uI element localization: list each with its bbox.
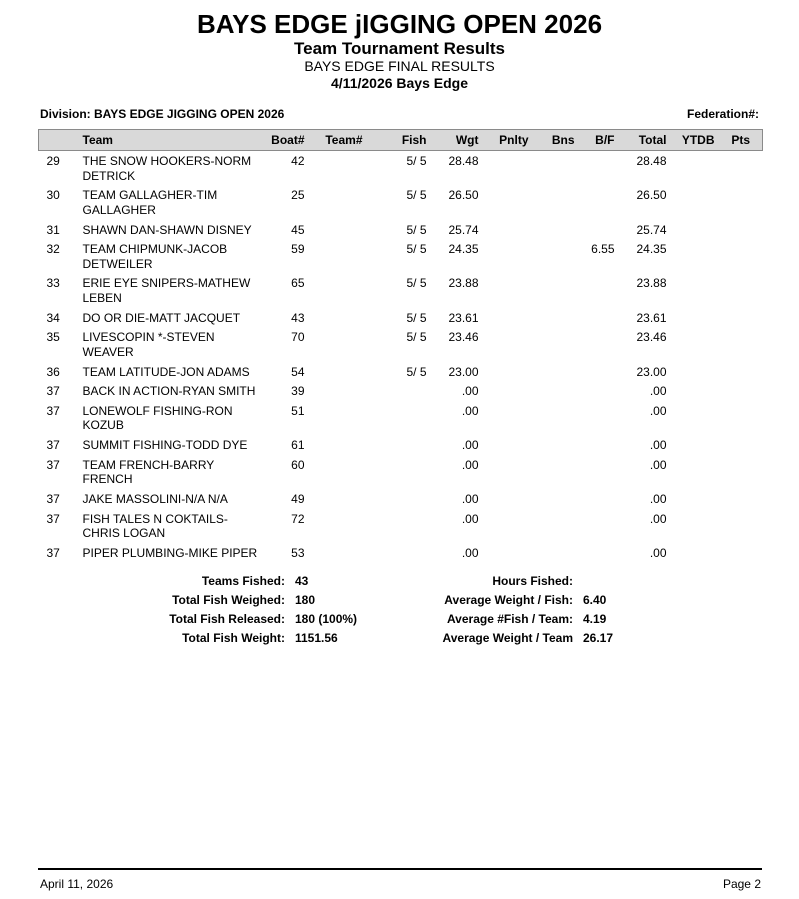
table-row [39,327,763,361]
col-header-pts: Pts [719,130,763,151]
team-cell: BACK IN ACTION-RYAN SMITH [82,384,256,399]
points-cell [719,327,763,361]
weight-cell: 23.00 [448,364,479,379]
table-row [39,401,763,435]
boat-cell: 51 [291,403,305,418]
teamno-cell [309,185,367,219]
bonus-cell [533,381,579,401]
table-row [39,489,763,509]
table-row [39,509,763,543]
points-cell [719,435,763,455]
col-header-ytdb: YTDB [671,130,719,151]
bonus-cell [533,543,579,563]
ytdb-cell [671,273,719,307]
teamno-cell [309,273,367,307]
boat-cell: 39 [291,384,305,399]
col-header-wgt: Wgt [431,130,483,151]
summary-block [40,574,759,646]
ytdb-cell [671,435,719,455]
team-cell: LIVESCOPIN *-STEVEN WEAVER [82,330,215,359]
penalty-cell [483,220,533,240]
results-table [38,129,763,562]
teamno-cell [309,220,367,240]
penalty-cell [483,401,533,435]
points-cell [719,151,763,186]
event-date-location: 4/11/2026 Bays Edge [331,74,468,91]
bonus-cell [533,509,579,543]
total-cell: 23.88 [636,276,667,291]
teamno-cell [309,151,367,186]
points-cell [719,220,763,240]
total-cell: 23.00 [636,364,667,379]
weight-cell: 23.88 [448,276,479,291]
rank-cell: 33 [46,276,60,291]
results-table-body [39,151,763,563]
weight-cell: 25.74 [448,222,479,237]
team-cell: FISH TALES N COKTAILS-CHRIS LOGAN [82,511,228,541]
team-cell: LONEWOLF FISHING-RON KOZUB [82,403,233,433]
final-results-line: BAYS EDGE FINAL RESULTS [304,58,495,75]
ytdb-cell [671,327,719,361]
rank-cell: 37 [46,457,60,472]
boat-cell: 53 [291,545,305,560]
total-cell: .00 [649,545,667,560]
rank-cell: 37 [46,438,60,453]
penalty-cell [483,381,533,401]
table-row [39,273,763,307]
team-cell: TEAM GALLAGHER-TIM GALLAGHER [82,188,218,217]
bonus-cell [533,362,579,382]
team-cell: THE SNOW HOOKERS-NORM DETRICK [82,154,252,183]
ytdb-cell [671,239,719,273]
bigfish-cell [579,185,619,219]
summary-label-hours-fished: Hours Fished: [492,574,573,589]
weight-cell: 28.48 [448,154,479,169]
ytdb-cell [671,381,719,401]
table-row [39,308,763,328]
penalty-cell [483,509,533,543]
bonus-cell [533,220,579,240]
footer-page-number: Page 2 [722,877,761,891]
rank-cell: 37 [46,384,60,399]
federation-label: Federation#: [686,107,759,122]
summary-label-total-fish-weight: Total Fish Weight: [182,631,285,646]
penalty-cell [483,435,533,455]
fish-cell [367,381,431,401]
table-row [39,185,763,219]
summary-label-total-fish-weighed: Total Fish Weighed: [172,593,285,608]
ytdb-cell [671,489,719,509]
fish-cell: 5/ 5 [406,222,427,237]
penalty-cell [483,543,533,563]
summary-label-avg-weight-fish: Average Weight / Fish: [444,593,573,608]
weight-cell: .00 [461,403,479,418]
summary-value-avg-weight-team: 26.17 [583,631,614,646]
weight-cell: .00 [461,511,479,526]
weight-cell: .00 [461,384,479,399]
points-cell [719,239,763,273]
weight-cell: .00 [461,545,479,560]
fish-cell [367,455,431,489]
boat-cell: 43 [291,310,305,325]
points-cell [719,401,763,435]
col-header-rank [39,130,79,151]
points-cell [719,509,763,543]
bonus-cell [533,239,579,273]
rank-cell: 32 [46,242,60,257]
teamno-cell [309,455,367,489]
penalty-cell [483,327,533,361]
boat-cell: 72 [291,511,305,526]
col-header-bns: Bns [533,130,579,151]
team-cell: JAKE MASSOLINI-N/A N/A [82,491,228,506]
team-cell: PIPER PLUMBING-MIKE PIPER [82,545,258,560]
col-header-total: Total [619,130,671,151]
points-cell [719,308,763,328]
weight-cell: 23.46 [448,330,479,345]
team-cell: SUMMIT FISHING-TODD DYE [82,438,248,453]
ytdb-cell [671,185,719,219]
summary-value-total-fish-weight: 1151.56 [295,631,338,646]
penalty-cell [483,308,533,328]
ytdb-cell [671,362,719,382]
bonus-cell [533,151,579,186]
page-title: BAYS EDGE jIGGING OPEN 2026 [196,9,603,39]
team-cell: TEAM LATITUDE-JON ADAMS [82,364,250,379]
teamno-cell [309,327,367,361]
summary-value-teams-fished: 43 [295,574,309,589]
summary-label-teams-fished: Teams Fished: [201,574,285,589]
fish-cell: 5/ 5 [406,242,427,257]
boat-cell: 45 [291,222,305,237]
bonus-cell [533,455,579,489]
footer-divider [38,868,762,870]
rank-cell: 34 [46,310,60,325]
points-cell [719,543,763,563]
summary-value-total-fish-released: 180 (100%) [295,612,358,627]
weight-cell: 24.35 [448,242,479,257]
teamno-cell [309,362,367,382]
summary-value-total-fish-weighed: 180 [295,593,316,608]
penalty-cell [483,455,533,489]
bonus-cell [533,327,579,361]
col-header-pnlty: Pnlty [483,130,533,151]
header-row [39,130,763,151]
penalty-cell [483,273,533,307]
table-row [39,381,763,401]
bonus-cell [533,401,579,435]
points-cell [719,362,763,382]
team-cell: TEAM CHIPMUNK-JACOB DETWEILER [82,242,228,271]
bigfish-cell [579,381,619,401]
teamno-cell [309,381,367,401]
total-cell: 28.48 [636,154,667,169]
boat-cell: 49 [291,491,305,506]
weight-cell: .00 [461,438,479,453]
fish-cell: 5/ 5 [406,310,427,325]
bigfish-cell [579,543,619,563]
division-row [40,107,759,121]
penalty-cell [483,489,533,509]
bonus-cell [533,489,579,509]
boat-cell: 42 [291,154,305,169]
teamno-cell [309,489,367,509]
total-cell: 24.35 [636,242,667,257]
title-block [0,0,799,91]
fish-cell [367,401,431,435]
boat-cell: 61 [291,438,305,453]
team-cell: DO OR DIE-MATT JACQUET [82,310,241,325]
teamno-cell [309,435,367,455]
col-header-teamno: Team# [309,130,367,151]
fish-cell [367,543,431,563]
boat-cell: 70 [291,330,305,345]
total-cell: 26.50 [636,188,667,203]
teamno-cell [309,509,367,543]
table-row [39,362,763,382]
teamno-cell [309,308,367,328]
bigfish-cell [579,151,619,186]
summary-value-avg-fish-team: 4.19 [583,612,607,627]
points-cell [719,489,763,509]
penalty-cell [483,362,533,382]
ytdb-cell [671,509,719,543]
points-cell [719,185,763,219]
bonus-cell [533,273,579,307]
bigfish-cell [579,273,619,307]
weight-cell: 26.50 [448,188,479,203]
fish-cell [367,435,431,455]
total-cell: .00 [649,438,667,453]
table-row [39,435,763,455]
ytdb-cell [671,308,719,328]
col-header-boat: Boat# [265,130,309,151]
table-row [39,239,763,273]
rank-cell: 30 [46,188,60,203]
page-footer [0,868,799,891]
division-label: Division: BAYS EDGE JIGGING OPEN 2026 [40,107,285,122]
penalty-cell [483,239,533,273]
rank-cell: 35 [46,330,60,345]
rank-cell: 37 [46,511,60,526]
points-cell [719,455,763,489]
rank-cell: 37 [46,491,60,506]
results-table-header [39,130,763,151]
fish-cell: 5/ 5 [406,188,427,203]
penalty-cell [483,151,533,186]
total-cell: .00 [649,511,667,526]
summary-label-total-fish-released: Total Fish Released: [169,612,285,627]
ytdb-cell [671,455,719,489]
total-cell: .00 [649,403,667,418]
bigfish-cell [579,489,619,509]
total-cell: 23.61 [636,310,667,325]
bigfish-cell [579,455,619,489]
total-cell: 23.46 [636,330,667,345]
bigfish-cell [579,362,619,382]
teamno-cell [309,239,367,273]
total-cell: .00 [649,457,667,472]
rank-cell: 31 [46,222,60,237]
bigfish-cell [579,401,619,435]
boat-cell: 65 [291,276,305,291]
boat-cell: 54 [291,364,305,379]
footer-date: April 11, 2026 [40,877,114,891]
fish-cell: 5/ 5 [406,364,427,379]
bigfish-cell: 6.55 [591,242,615,257]
bigfish-cell [579,308,619,328]
bigfish-cell [579,435,619,455]
penalty-cell [483,185,533,219]
rank-cell: 29 [46,154,60,169]
boat-cell: 60 [291,457,305,472]
ytdb-cell [671,401,719,435]
bigfish-cell [579,509,619,543]
fish-cell [367,489,431,509]
bonus-cell [533,308,579,328]
ytdb-cell [671,220,719,240]
points-cell [719,273,763,307]
team-cell: ERIE EYE SNIPERS-MATHEW LEBEN [82,276,251,306]
weight-cell: .00 [461,457,479,472]
boat-cell: 59 [291,242,305,257]
bonus-cell [533,435,579,455]
table-row [39,543,763,563]
bonus-cell [533,185,579,219]
points-cell [719,381,763,401]
total-cell: 25.74 [636,222,667,237]
table-row [39,151,763,186]
boat-cell: 25 [291,188,305,203]
rank-cell: 37 [46,545,60,560]
rank-cell: 36 [46,364,60,379]
rank-cell: 37 [46,403,60,418]
total-cell: .00 [649,384,667,399]
col-header-team: Team [79,130,265,151]
ytdb-cell [671,543,719,563]
fish-cell: 5/ 5 [406,154,427,169]
fish-cell [367,509,431,543]
bigfish-cell [579,220,619,240]
summary-label-avg-fish-team: Average #Fish / Team: [446,612,573,627]
summary-value-avg-weight-fish: 6.40 [583,593,607,608]
report-subtitle: Team Tournament Results [294,38,505,58]
fish-cell: 5/ 5 [406,330,427,345]
col-header-bf: B/F [579,130,619,151]
teamno-cell [309,401,367,435]
total-cell: .00 [649,491,667,506]
fish-cell: 5/ 5 [406,276,427,291]
summary-value-hours-fished [573,574,759,589]
team-cell: TEAM FRENCH-BARRY FRENCH [82,457,215,487]
bigfish-cell [579,327,619,361]
weight-cell: .00 [461,491,479,506]
summary-label-avg-weight-team: Average Weight / Team [442,631,573,646]
col-header-fish: Fish [367,130,431,151]
weight-cell: 23.61 [448,310,479,325]
team-cell: SHAWN DAN-SHAWN DISNEY [82,222,252,237]
ytdb-cell [671,151,719,186]
teamno-cell [309,543,367,563]
table-row [39,455,763,489]
table-row [39,220,763,240]
